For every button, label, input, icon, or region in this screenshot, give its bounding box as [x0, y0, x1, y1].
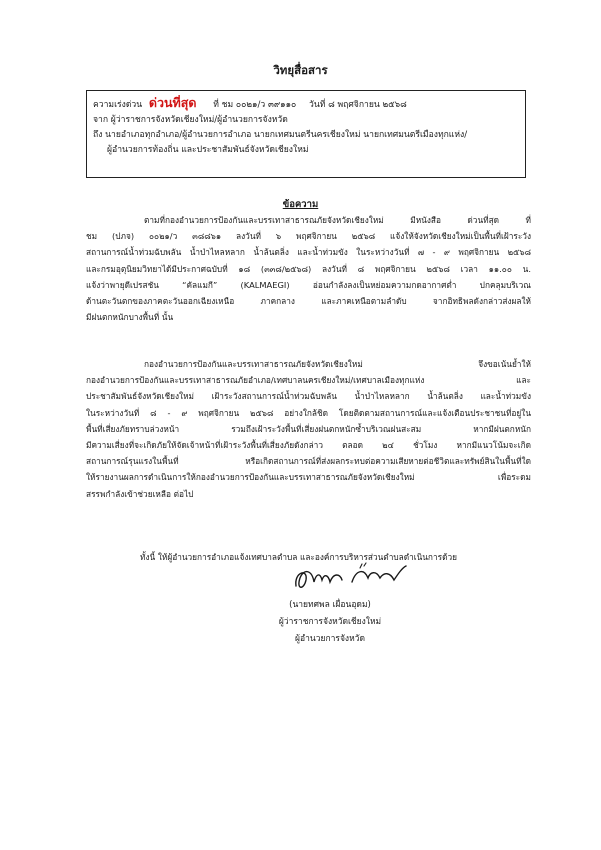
- paragraph-line: ในระหว่างวันที่ ๘ - ๙ พฤศจิกายน ๒๕๖๘ อย่างใกล้ชิด โดยติดตามสถานการณ์และแจ้งเตือนประชาชนที่อยู่ใน: [86, 407, 531, 418]
- paragraph-line: และกรมอุตุนิยมวิทยาได้มีประกาศฉบับที่ ๑๘ (๓๓๘/๒๕๖๘) ลงวันที่ ๘ พฤศจิกายน ๒๕๖๘ เวลา ๑๑.๐๐ น.: [86, 263, 531, 274]
- paragraph-line: สถานการณ์รุนแรงในพื้นที่ หรือเกิดสถานการณ์ที่ส่งผลกระทบต่อความเสียหายต่อชีวิตและทรัพย์สินในพื้นที่ใด: [86, 456, 531, 467]
- signature-image: [290, 560, 410, 594]
- paragraph-line: กองอำนวยการป้องกันและบรรเทาสาธารณภัยอำเภอ/เทศบาลนครเชียงใหม่/เทศบาลเมืองทุกแห่ง และ: [86, 375, 531, 386]
- paragraph-line: ประชาสัมพันธ์จังหวัดเชียงใหม่ เฝ้าระวังสถานการณ์น้ำท่วมฉับพลัน น้ำป่าไหลหลาก น้ำล้นตลิ่ง และน้ำท่วมขัง: [86, 391, 531, 402]
- signer-title: ผู้อำนวยการจังหวัด: [295, 634, 365, 644]
- paragraph-line: ตามที่กองอำนวยการป้องกันและบรรเทาสาธารณภัยจังหวัดเชียงใหม่ มีหนังสือ ด่วนที่สุด ที่: [144, 215, 531, 225]
- signer-title: ผู้ว่าราชการจังหวัดเชียงใหม่: [278, 617, 382, 627]
- signer-block: [250, 597, 410, 648]
- paragraph-1: [86, 212, 531, 325]
- header-box: [86, 90, 526, 178]
- document-date: วันที่ ๘ พฤศจิกายน ๒๕๖๘: [309, 100, 407, 110]
- paragraph-line: พื้นที่เสี่ยงภัยทราบล่วงหน้า รวมถึงเฝ้าระวังพื้นที่เสี่ยงฝนตกหนักซ้ำบริเวณฝนสะสม หากมีฝนตกหนัก: [86, 423, 531, 434]
- document-heading: วิทยุสื่อสาร: [273, 63, 328, 77]
- header-urgency-row: [93, 95, 519, 113]
- paragraph-line: สรรพกำลังเข้าช่วยเหลือ ต่อไป: [86, 488, 194, 499]
- paragraph-line: มีฝนตกหนักบางพื้นที่ นั้น: [86, 312, 174, 323]
- header-to-line2: ผู้อำนวยการท้องถิ่น และประชาสัมพันธ์จังหวัดเชียงใหม่: [107, 145, 309, 155]
- paragraph-line: สถานการณ์น้ำท่วมฉับพลัน น้ำป่าไหลหลาก น้ำล้นตลิ่ง และน้ำท่วมขัง ในระหว่างวันที่ ๗ - ๙ พฤศจิกายน ๒๕๖๘: [86, 247, 531, 258]
- paragraph-line: แจ้งว่าพายุดีเปรสชัน “คัลแมกี” (KALMAEGI) อ่อนกำลังลงเป็นหย่อมความกดอากาศต่ำ ปกคลุมบริเวณ: [86, 279, 531, 290]
- header-from: จาก ผู้ว่าราชการจังหวัดเชียงใหม่/ผู้อำนวยการจังหวัด: [93, 115, 288, 125]
- paragraph-3: ทั้งนี้ ให้ผู้อำนวยการอำเภอแจ้งเทศบาลตำบล และองค์การบริหารส่วนตำบลดำเนินการด้วย: [140, 552, 457, 562]
- paragraph-line: ให้รายงานผลการดำเนินการให้กองอำนวยการป้องกันและบรรเทาสาธารณภัยจังหวัดเชียงใหม่ เพื่อระดม: [86, 472, 531, 483]
- signer-name: (นายทศพล เผื่อนอุดม): [289, 600, 371, 610]
- paragraph-line: ด้านตะวันตกของภาคตะวันออกเฉียงเหนือ ภาคกลาง และภาคเหนือตามลำดับ จากอิทธิพลดังกล่าวส่งผลให้: [86, 296, 531, 307]
- paragraph-line: ชม (ปภจ) ๐๐๒๑/ว ๓๘๘๖๑ ลงวันที่ ๖ พฤศจิกายน ๒๕๖๘ แจ้งให้จังหวัดเชียงใหม่เป็นพื้นที่เฝ้าระวัง: [86, 231, 531, 242]
- header-to-line1: ถึง นายอำเภอทุกอำเภอ/ผู้อำนวยการอำเภอ นายกเทศมนตรีนครเชียงใหม่ นายกเทศมนตรีเมืองทุกแห่ง/: [93, 130, 468, 140]
- reference-number: ที่ ชม ๐๐๒๑/ว ๓๙๑๑๐: [213, 100, 297, 110]
- urgency-value: ด่วนที่สุด: [148, 95, 197, 110]
- section-title: ข้อความ: [282, 199, 319, 210]
- paragraph-2: [86, 356, 531, 502]
- paragraph-line: มีความเสี่ยงที่จะเกิดภัยให้จัดเจ้าหน้าที่เฝ้าระวังพื้นที่เสี่ยงภัยดังกล่าว ตลอด ๒๔ ชั่วโมง หากมีแนวโน้มจะเกิด: [86, 440, 531, 451]
- urgency-label: ความเร่งด่วน: [93, 100, 143, 110]
- paragraph-line: กองอำนวยการป้องกันและบรรเทาสาธารณภัยจังหวัดเชียงใหม่ จึงขอเน้นย้ำให้: [144, 359, 531, 369]
